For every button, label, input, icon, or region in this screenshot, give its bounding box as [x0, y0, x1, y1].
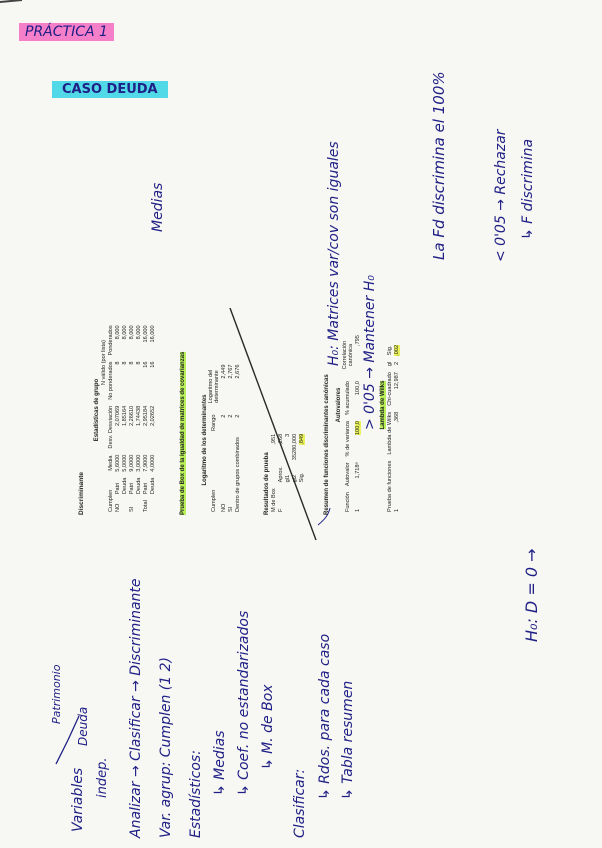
no-pond-header: No ponderados	[107, 361, 114, 400]
table-row: gl1 3	[284, 433, 291, 483]
table-row: Total Patri 7,9000 2,95184 16 16,000	[142, 325, 149, 512]
note-var-agrup: Var. agrup: Cumplen (1 2)	[158, 657, 174, 838]
th-prueba: Prueba de funciones	[386, 460, 393, 512]
table-row: Deuda 4,0000 2,02652 16 16,000	[149, 325, 156, 495]
note-h0-d: H₀: D = 0 →	[522, 548, 541, 642]
table-row: SI Patri 9,0000 2,26610 8 8,000	[128, 325, 135, 512]
table-row: M de Box ,951	[270, 433, 277, 512]
results-block	[264, 431, 305, 515]
rango-header: Rango	[211, 414, 217, 432]
note-medias: Medias	[150, 182, 166, 232]
table-row: Sig. ,849	[298, 433, 305, 483]
results-table	[270, 431, 305, 515]
canon-title: Resumen de funciones discriminantes canónicas	[324, 374, 330, 515]
th-gl: gl	[386, 361, 393, 367]
desv-header: Desv. Desviación	[107, 405, 114, 449]
eigen-title: Autovalores	[336, 387, 342, 423]
table-row: NO Patri 5,6000 2,07069 8 8,000	[114, 325, 121, 512]
n-header: N válido (por lista)	[100, 340, 107, 386]
note-clasificar: Clasificar:	[292, 768, 308, 838]
eigen-table	[342, 332, 361, 515]
log-det-table	[208, 362, 241, 515]
note-rechazar: < 0'05 → Rechazar	[493, 129, 509, 262]
table-row: Deuda 5,0000 1,85164 8 8,000	[121, 325, 128, 495]
results-title: Resultados de prueba	[264, 452, 270, 515]
table-row: 1 1,718ᵃ 100,0 100,0 ,795	[354, 335, 361, 512]
note-cl-tabla: ↳ Tabla resumen	[340, 680, 356, 800]
practica-label: PRÁCTICA 1	[19, 24, 114, 40]
table-row: Deuda 3,0000 1,74438 8 8,000	[135, 325, 142, 495]
log-det-title: Logaritmo de los determinantes	[202, 394, 208, 486]
th-chi: Chi-cuadrado	[386, 372, 393, 406]
wilks-sig-highlight: ,002	[393, 344, 400, 356]
table-row: 1 ,368 12,987 2 ,002	[393, 344, 400, 512]
sig-highlight: ,849	[298, 433, 305, 445]
group-stats-block	[94, 305, 156, 515]
media-header: Media	[107, 455, 114, 471]
note-h0-matrices: H₀: Matrices var/cov son iguales	[326, 141, 342, 366]
cumplen-header: Cumplen	[107, 489, 114, 512]
varianza-highlight: 100,0	[354, 421, 361, 435]
note-est-mbox: ↳ M. de Box	[260, 684, 276, 770]
top-pen-stroke	[0, 0, 22, 2]
box-test-title: Prueba de Box de la igualdad de matrices de covarianzas	[180, 351, 186, 515]
wilks-table	[386, 342, 400, 515]
table-row: F Aprox. ,268	[277, 433, 284, 512]
note-h0-mantener: > 0'05 → Mantener H₀	[362, 275, 378, 430]
note-cl-result: ↳ Rdos. para cada caso	[317, 633, 333, 800]
th-correlacion: Correlación canónica	[342, 340, 354, 370]
note-deuda: Deuda	[76, 706, 90, 746]
th-acumulado: % acumulado	[345, 381, 351, 415]
wilks-block	[380, 295, 400, 515]
th-lambda: Lambda de Wilks	[386, 411, 393, 455]
table-row: SI 2 2,767	[227, 364, 234, 512]
wilks-title: Lambda de Wilks	[380, 380, 386, 430]
table-row: NO 2 2,449	[220, 364, 227, 512]
th-sig: Sig.	[386, 345, 393, 356]
log-header: Logaritmo del determinante	[208, 369, 220, 404]
group-stats-title: Estadísticas de grupo	[94, 378, 100, 442]
pond-header: Ponderados	[107, 325, 114, 356]
caso-label: CASO DEUDA	[52, 82, 168, 97]
note-est-coef: ↳ Coef. no estandarizados	[236, 610, 252, 796]
note-analizar: Analizar → Clasificar → Discriminante	[128, 578, 144, 838]
cumplen-header-2: Cumplen	[211, 489, 217, 512]
note-indep: indep.	[95, 757, 110, 798]
note-f-discrimina: ↳ F discrimina	[520, 138, 536, 240]
th-funcion: Función	[345, 492, 351, 512]
note-est-medias: ↳ Medias	[212, 730, 228, 796]
section-title: Discriminante	[78, 472, 85, 515]
note-patrimonio: Patrimonio	[50, 664, 63, 724]
group-stats-table	[100, 322, 156, 515]
note-fd-100: La Fd discrimina el 100%	[430, 71, 448, 260]
note-variables: Variables	[70, 767, 86, 832]
table-row: Dentro de grupos combinados 2 2,676	[234, 364, 241, 512]
log-det-block	[202, 362, 241, 515]
th-varianza: % de varianza	[345, 421, 351, 457]
th-autovalor: Autovalor	[345, 462, 351, 487]
table-row: gl2 35280,000	[291, 433, 298, 483]
note-estadisticos: Estadísticos:	[188, 750, 204, 838]
